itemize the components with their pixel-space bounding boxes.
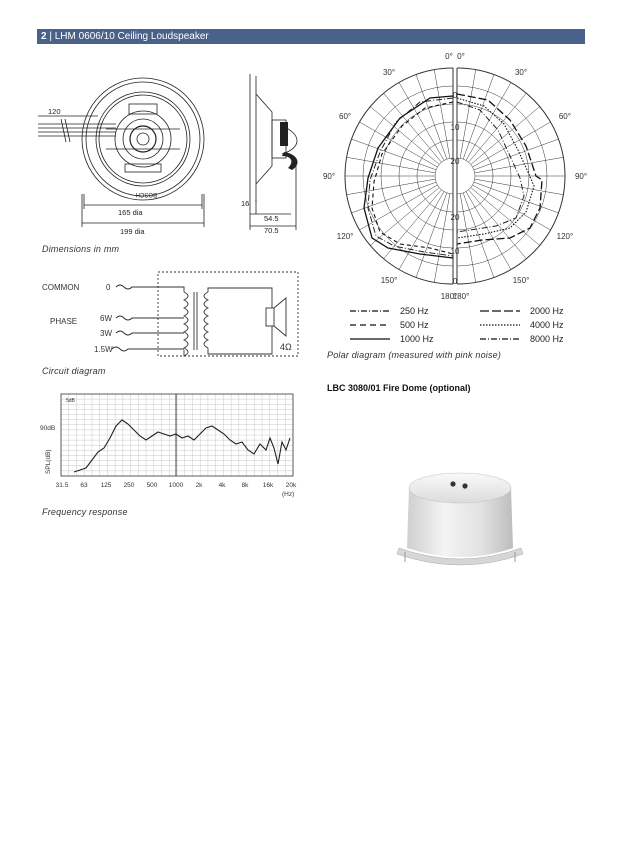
polar-spoke-left: [416, 75, 447, 160]
circuit-diagram: [36, 266, 306, 366]
circuit-tap-1-5w: 1.5W: [94, 345, 113, 354]
legend-1000hz: 1000 Hz: [400, 334, 434, 344]
freq-scale-label: 5dB: [66, 398, 75, 404]
polar-radial-label-5: 10: [450, 247, 460, 256]
dim-label-120: 120: [48, 107, 61, 116]
polar-angle-right: 90°: [574, 172, 588, 181]
freq-y-axis-label: SPL(dB): [45, 449, 52, 474]
circuit-phase-label: PHASE: [50, 317, 78, 326]
freq-x-tick: 8k: [241, 482, 249, 489]
polar-spoke-left: [347, 179, 436, 195]
legend-500hz: 500 Hz: [400, 320, 429, 330]
polar-spoke-right: [463, 75, 494, 160]
frequency-response-chart: [36, 390, 306, 512]
polar-spoke-left: [352, 139, 437, 170]
circuit-tap-6w: 6W: [100, 314, 112, 323]
header-text: [41, 30, 209, 43]
fire-dome-title: LBC 3080/01 Fire Dome (optional): [327, 383, 471, 393]
polar-spoke-right: [460, 194, 476, 283]
legend-8000hz: 8000 Hz: [530, 334, 564, 344]
polar-caption: Polar diagram (measured with pink noise): [327, 350, 502, 360]
polar-diagram: [320, 52, 590, 348]
polar-spoke-left: [434, 70, 450, 159]
legend-4000hz: 4000 Hz: [530, 320, 564, 330]
polar-spoke-left: [370, 188, 439, 246]
polar-spoke-right: [460, 70, 476, 159]
polar-angle-left: 60°: [339, 112, 352, 121]
polar-angle-right: 60°: [558, 112, 571, 121]
polar-radial-label-4: 20: [450, 213, 460, 222]
circuit-caption: Circuit diagram: [42, 366, 106, 376]
polar-spoke-left: [347, 157, 436, 173]
polar-angle-left: 120°: [336, 232, 354, 241]
freq-x-unit: (Hz): [282, 491, 295, 498]
dim-label-705: 70.5: [264, 226, 279, 235]
dim-label-16: 16: [241, 199, 250, 208]
freq-x-tick: 20k: [285, 482, 297, 489]
circuit-impedance: 4Ω: [280, 342, 292, 352]
polar-spoke-right: [469, 190, 527, 259]
freq-x-tick: 2k: [195, 482, 203, 489]
freq-x-tick: 16k: [262, 482, 274, 489]
dim-label-199: 199 dia: [120, 227, 145, 236]
polar-spoke-right: [474, 182, 559, 213]
freq-x-tick: 1000: [168, 482, 184, 489]
dim-label-165: 165 dia: [118, 208, 143, 217]
polar-spoke-left: [434, 194, 450, 283]
polar-spoke-right: [471, 188, 540, 246]
polar-angle-left: 90°: [322, 172, 336, 181]
polar-radial-label-6: 0: [452, 277, 458, 286]
dim-label-545: 54.5: [264, 214, 279, 223]
frequency-caption: Frequency response: [42, 507, 128, 517]
legend-2000hz: 2000 Hz: [530, 306, 564, 316]
freq-ref-label: 90dB: [40, 425, 56, 432]
dimensions-drawing: [36, 64, 306, 244]
circuit-tap-0: 0: [106, 283, 111, 292]
header-bar: [37, 29, 585, 44]
fire-dome-image: [395, 462, 527, 572]
polar-angle-left: 0°: [445, 52, 453, 61]
polar-spoke-right: [463, 193, 494, 278]
polar-angle-right: 180°: [452, 292, 470, 301]
polar-angle-left: 180°: [440, 292, 458, 301]
freq-x-tick: 125: [100, 482, 112, 489]
polar-angle-right: 150°: [512, 275, 530, 285]
freq-x-tick: 4k: [218, 482, 226, 489]
polar-angle-right: 0°: [457, 52, 465, 61]
polar-angle-left: 30°: [382, 68, 396, 78]
polar-angle-right: 120°: [556, 232, 574, 241]
legend-250hz: 250 Hz: [400, 306, 429, 316]
freq-x-tick: 500: [146, 482, 158, 489]
header-separator: |: [49, 31, 52, 42]
circuit-tap-3w: 3W: [100, 329, 112, 338]
document-title: LHM 0606/10 Ceiling Loudspeaker: [54, 31, 209, 42]
polar-radial-label-2: 10: [450, 123, 460, 132]
polar-angle-left: 150°: [380, 275, 398, 285]
freq-x-tick: 250: [123, 482, 135, 489]
polar-radial-label-3: 20: [450, 157, 460, 166]
circuit-common-label: COMMON: [42, 283, 80, 292]
polar-spoke-right: [474, 139, 559, 170]
freq-x-tick: 31.5: [55, 482, 69, 489]
polar-angle-right: 30°: [514, 68, 528, 78]
polar-spoke-right: [475, 179, 564, 195]
polar-spoke-right: [475, 157, 564, 173]
dimensions-caption: Dimensions in mm: [42, 244, 120, 254]
polar-radial-label-1: 0: [452, 91, 458, 100]
page-number: 2: [41, 31, 47, 42]
polar-spoke-left: [416, 193, 447, 278]
freq-x-tick: 63: [80, 482, 88, 489]
brand-logo-text: BOSCH: [135, 191, 157, 197]
